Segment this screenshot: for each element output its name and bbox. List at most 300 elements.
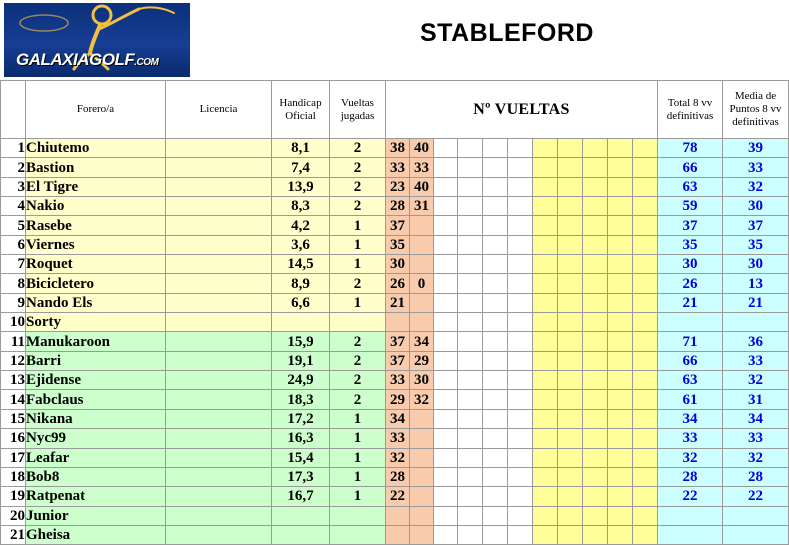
- round-4-score: [458, 177, 483, 196]
- round-2-score: 33: [410, 158, 434, 177]
- round-5-score: [483, 293, 508, 312]
- round-6-score: [508, 293, 533, 312]
- round-9-score: [583, 255, 608, 274]
- round-2-score: [410, 429, 434, 448]
- round-2-score: [410, 216, 434, 235]
- licencia-cell: [166, 235, 272, 254]
- licencia-cell: [166, 506, 272, 525]
- round-1-score: [386, 506, 410, 525]
- round-7-score: [533, 487, 558, 506]
- round-6-score: [508, 235, 533, 254]
- licencia-cell: [166, 487, 272, 506]
- round-9-score: [583, 235, 608, 254]
- round-11-score: [633, 216, 658, 235]
- round-10-score: [608, 274, 633, 293]
- media-cell: 30: [723, 197, 789, 216]
- round-11-score: [633, 525, 658, 544]
- round-6-score: [508, 158, 533, 177]
- round-5-score: [483, 313, 508, 332]
- round-11-score: [633, 158, 658, 177]
- row-number: 10: [1, 313, 26, 332]
- round-3-score: [434, 467, 458, 486]
- player-name: Nando Els: [26, 293, 166, 312]
- handicap-cell: 17,3: [272, 467, 330, 486]
- vueltas-jugadas-cell: 2: [330, 197, 386, 216]
- licencia-cell: [166, 197, 272, 216]
- licencia-cell: [166, 448, 272, 467]
- round-6-score: [508, 487, 533, 506]
- round-5-score: [483, 525, 508, 544]
- player-name: Bastion: [26, 158, 166, 177]
- round-3-score: [434, 235, 458, 254]
- media-cell: 21: [723, 293, 789, 312]
- round-8-score: [558, 313, 583, 332]
- round-10-score: [608, 506, 633, 525]
- table-row: [1, 139, 789, 158]
- round-3-score: [434, 448, 458, 467]
- round-2-score: 40: [410, 177, 434, 196]
- round-9-score: [583, 448, 608, 467]
- header-number: [1, 81, 26, 139]
- round-5-score: [483, 448, 508, 467]
- vueltas-jugadas-cell: 1: [330, 409, 386, 428]
- vueltas-jugadas-cell: 2: [330, 351, 386, 370]
- round-11-score: [633, 467, 658, 486]
- page-title: STABLEFORD: [420, 19, 594, 47]
- licencia-cell: [166, 467, 272, 486]
- round-8-score: [558, 506, 583, 525]
- round-7-score: [533, 158, 558, 177]
- player-name: Roquet: [26, 255, 166, 274]
- vueltas-jugadas-cell: 1: [330, 429, 386, 448]
- round-11-score: [633, 197, 658, 216]
- handicap-cell: 14,5: [272, 255, 330, 274]
- round-9-score: [583, 274, 608, 293]
- round-10-score: [608, 255, 633, 274]
- table-row: [1, 448, 789, 467]
- table-row: [1, 371, 789, 390]
- round-3-score: [434, 313, 458, 332]
- round-2-score: [410, 506, 434, 525]
- round-10-score: [608, 390, 633, 409]
- total-cell: 22: [658, 487, 723, 506]
- round-9-score: [583, 506, 608, 525]
- row-number: 21: [1, 525, 26, 544]
- round-10-score: [608, 371, 633, 390]
- round-7-score: [533, 371, 558, 390]
- round-1-score: 26: [386, 274, 410, 293]
- media-cell: 36: [723, 332, 789, 351]
- round-6-score: [508, 467, 533, 486]
- round-9-score: [583, 216, 608, 235]
- player-name: Chiutemo: [26, 139, 166, 158]
- header-licencia: Licencia: [166, 81, 272, 139]
- round-10-score: [608, 158, 633, 177]
- total-cell: 37: [658, 216, 723, 235]
- round-2-score: 34: [410, 332, 434, 351]
- handicap-cell: 18,3: [272, 390, 330, 409]
- round-1-score: 37: [386, 351, 410, 370]
- round-9-score: [583, 293, 608, 312]
- player-name: Rasebe: [26, 216, 166, 235]
- round-2-score: [410, 467, 434, 486]
- round-2-score: [410, 293, 434, 312]
- media-cell: 30: [723, 255, 789, 274]
- handicap-cell: 15,9: [272, 332, 330, 351]
- round-9-score: [583, 371, 608, 390]
- round-9-score: [583, 313, 608, 332]
- round-2-score: [410, 313, 434, 332]
- round-7-score: [533, 139, 558, 158]
- player-name: El Tigre: [26, 177, 166, 196]
- vueltas-jugadas-cell: [330, 525, 386, 544]
- round-7-score: [533, 177, 558, 196]
- media-cell: 37: [723, 216, 789, 235]
- round-3-score: [434, 390, 458, 409]
- round-10-score: [608, 177, 633, 196]
- total-cell: [658, 525, 723, 544]
- table-row: [1, 390, 789, 409]
- vueltas-jugadas-cell: 2: [330, 274, 386, 293]
- round-1-score: 29: [386, 390, 410, 409]
- round-4-score: [458, 409, 483, 428]
- round-9-score: [583, 467, 608, 486]
- round-7-score: [533, 216, 558, 235]
- round-11-score: [633, 139, 658, 158]
- handicap-cell: 16,3: [272, 429, 330, 448]
- total-cell: 21: [658, 293, 723, 312]
- handicap-cell: [272, 506, 330, 525]
- round-8-score: [558, 235, 583, 254]
- round-4-score: [458, 274, 483, 293]
- round-4-score: [458, 235, 483, 254]
- round-8-score: [558, 216, 583, 235]
- handicap-cell: 19,1: [272, 351, 330, 370]
- round-2-score: [410, 255, 434, 274]
- round-9-score: [583, 158, 608, 177]
- media-cell: 34: [723, 409, 789, 428]
- round-1-score: 38: [386, 139, 410, 158]
- handicap-cell: 8,1: [272, 139, 330, 158]
- round-8-score: [558, 158, 583, 177]
- licencia-cell: [166, 351, 272, 370]
- round-10-score: [608, 351, 633, 370]
- handicap-cell: [272, 313, 330, 332]
- round-1-score: 32: [386, 448, 410, 467]
- round-9-score: [583, 351, 608, 370]
- round-9-score: [583, 139, 608, 158]
- table-row: [1, 409, 789, 428]
- media-cell: 32: [723, 371, 789, 390]
- round-8-score: [558, 525, 583, 544]
- licencia-cell: [166, 429, 272, 448]
- row-number: 11: [1, 332, 26, 351]
- round-8-score: [558, 293, 583, 312]
- round-3-score: [434, 525, 458, 544]
- round-10-score: [608, 197, 633, 216]
- round-8-score: [558, 274, 583, 293]
- round-11-score: [633, 371, 658, 390]
- round-9-score: [583, 487, 608, 506]
- round-7-score: [533, 448, 558, 467]
- row-number: 12: [1, 351, 26, 370]
- stableford-table: [0, 80, 789, 545]
- table-row: [1, 467, 789, 486]
- round-1-score: 33: [386, 429, 410, 448]
- round-8-score: [558, 139, 583, 158]
- round-10-score: [608, 293, 633, 312]
- round-5-score: [483, 158, 508, 177]
- table-row: [1, 216, 789, 235]
- round-11-score: [633, 351, 658, 370]
- round-6-score: [508, 197, 533, 216]
- round-5-score: [483, 139, 508, 158]
- table-row: [1, 313, 789, 332]
- round-8-score: [558, 390, 583, 409]
- vueltas-jugadas-cell: 1: [330, 216, 386, 235]
- round-2-score: 0: [410, 274, 434, 293]
- table-row: [1, 177, 789, 196]
- round-3-score: [434, 177, 458, 196]
- table-row: [1, 274, 789, 293]
- round-5-score: [483, 255, 508, 274]
- table-header-row: [1, 81, 789, 139]
- player-name: Junior: [26, 506, 166, 525]
- round-1-score: 30: [386, 255, 410, 274]
- round-7-score: [533, 351, 558, 370]
- round-9-score: [583, 390, 608, 409]
- player-name: Nyc99: [26, 429, 166, 448]
- round-7-score: [533, 429, 558, 448]
- round-5-score: [483, 371, 508, 390]
- licencia-cell: [166, 293, 272, 312]
- row-number: 2: [1, 158, 26, 177]
- total-cell: 61: [658, 390, 723, 409]
- licencia-cell: [166, 255, 272, 274]
- row-number: 4: [1, 197, 26, 216]
- handicap-cell: 17,2: [272, 409, 330, 428]
- galaxiagolf-logo: [4, 3, 190, 77]
- round-6-score: [508, 506, 533, 525]
- round-7-score: [533, 525, 558, 544]
- round-1-score: [386, 525, 410, 544]
- round-11-score: [633, 313, 658, 332]
- licencia-cell: [166, 313, 272, 332]
- round-4-score: [458, 448, 483, 467]
- round-11-score: [633, 274, 658, 293]
- logo-wordmark: GALAXIAGOLF.COM: [16, 50, 159, 69]
- row-number: 14: [1, 390, 26, 409]
- round-10-score: [608, 216, 633, 235]
- round-6-score: [508, 255, 533, 274]
- table-row: [1, 197, 789, 216]
- round-10-score: [608, 332, 633, 351]
- round-4-score: [458, 487, 483, 506]
- licencia-cell: [166, 371, 272, 390]
- total-cell: 59: [658, 197, 723, 216]
- round-7-score: [533, 506, 558, 525]
- round-1-score: 37: [386, 216, 410, 235]
- media-cell: [723, 313, 789, 332]
- header-handicap: Handicap Oficial: [272, 81, 330, 139]
- round-6-score: [508, 216, 533, 235]
- round-2-score: [410, 487, 434, 506]
- licencia-cell: [166, 139, 272, 158]
- round-2-score: 29: [410, 351, 434, 370]
- media-cell: 39: [723, 139, 789, 158]
- round-6-score: [508, 429, 533, 448]
- player-name: Gheisa: [26, 525, 166, 544]
- vueltas-jugadas-cell: 1: [330, 467, 386, 486]
- licencia-cell: [166, 525, 272, 544]
- row-number: 3: [1, 177, 26, 196]
- handicap-cell: 6,6: [272, 293, 330, 312]
- header-media: Media de Puntos 8 vv definitivas: [723, 81, 789, 139]
- vueltas-jugadas-cell: 2: [330, 158, 386, 177]
- round-3-score: [434, 351, 458, 370]
- round-1-score: 21: [386, 293, 410, 312]
- round-9-score: [583, 525, 608, 544]
- row-number: 13: [1, 371, 26, 390]
- header-total: Total 8 vv definitivas: [658, 81, 723, 139]
- row-number: 15: [1, 409, 26, 428]
- vueltas-jugadas-cell: 2: [330, 390, 386, 409]
- round-8-score: [558, 448, 583, 467]
- round-1-score: 37: [386, 332, 410, 351]
- media-cell: 35: [723, 235, 789, 254]
- licencia-cell: [166, 332, 272, 351]
- player-name: Bob8: [26, 467, 166, 486]
- media-cell: 33: [723, 158, 789, 177]
- round-11-score: [633, 255, 658, 274]
- round-11-score: [633, 235, 658, 254]
- round-1-score: 34: [386, 409, 410, 428]
- round-10-score: [608, 409, 633, 428]
- round-8-score: [558, 255, 583, 274]
- round-5-score: [483, 332, 508, 351]
- table-row: [1, 332, 789, 351]
- round-3-score: [434, 371, 458, 390]
- round-3-score: [434, 216, 458, 235]
- round-5-score: [483, 390, 508, 409]
- handicap-cell: 8,3: [272, 197, 330, 216]
- header-n-vueltas: Nº VUELTAS: [386, 81, 658, 139]
- media-cell: 32: [723, 177, 789, 196]
- round-1-score: [386, 313, 410, 332]
- total-cell: [658, 313, 723, 332]
- round-1-score: 28: [386, 197, 410, 216]
- round-10-score: [608, 429, 633, 448]
- vueltas-jugadas-cell: 1: [330, 448, 386, 467]
- round-5-score: [483, 197, 508, 216]
- round-4-score: [458, 158, 483, 177]
- round-2-score: [410, 409, 434, 428]
- round-5-score: [483, 235, 508, 254]
- round-2-score: 31: [410, 197, 434, 216]
- round-6-score: [508, 525, 533, 544]
- vueltas-jugadas-cell: [330, 506, 386, 525]
- media-cell: [723, 506, 789, 525]
- round-4-score: [458, 313, 483, 332]
- round-8-score: [558, 371, 583, 390]
- handicap-cell: 4,2: [272, 216, 330, 235]
- total-cell: 78: [658, 139, 723, 158]
- round-7-score: [533, 390, 558, 409]
- player-name: Nikana: [26, 409, 166, 428]
- table-row: [1, 525, 789, 544]
- round-2-score: [410, 235, 434, 254]
- round-5-score: [483, 216, 508, 235]
- total-cell: 32: [658, 448, 723, 467]
- round-7-score: [533, 313, 558, 332]
- round-9-score: [583, 332, 608, 351]
- header-forero: Forero/a: [26, 81, 166, 139]
- media-cell: 33: [723, 351, 789, 370]
- round-7-score: [533, 274, 558, 293]
- total-cell: [658, 506, 723, 525]
- table-row: [1, 235, 789, 254]
- player-name: Ratpenat: [26, 487, 166, 506]
- round-7-score: [533, 255, 558, 274]
- total-cell: 63: [658, 371, 723, 390]
- vueltas-jugadas-cell: 2: [330, 371, 386, 390]
- round-9-score: [583, 177, 608, 196]
- round-5-score: [483, 177, 508, 196]
- round-3-score: [434, 274, 458, 293]
- round-2-score: [410, 525, 434, 544]
- round-1-score: 33: [386, 158, 410, 177]
- round-1-score: 23: [386, 177, 410, 196]
- round-8-score: [558, 487, 583, 506]
- round-2-score: 40: [410, 139, 434, 158]
- round-3-score: [434, 506, 458, 525]
- round-1-score: 22: [386, 487, 410, 506]
- round-8-score: [558, 409, 583, 428]
- round-10-score: [608, 487, 633, 506]
- media-cell: 33: [723, 429, 789, 448]
- round-2-score: [410, 448, 434, 467]
- round-10-score: [608, 525, 633, 544]
- table-row: [1, 506, 789, 525]
- player-name: Viernes: [26, 235, 166, 254]
- player-name: Leafar: [26, 448, 166, 467]
- round-5-score: [483, 351, 508, 370]
- row-number: 1: [1, 139, 26, 158]
- round-5-score: [483, 429, 508, 448]
- handicap-cell: [272, 525, 330, 544]
- player-name: Manukaroon: [26, 332, 166, 351]
- round-11-score: [633, 293, 658, 312]
- media-cell: 13: [723, 274, 789, 293]
- round-5-score: [483, 506, 508, 525]
- round-2-score: 32: [410, 390, 434, 409]
- row-number: 17: [1, 448, 26, 467]
- row-number: 5: [1, 216, 26, 235]
- total-cell: 33: [658, 429, 723, 448]
- round-9-score: [583, 409, 608, 428]
- round-1-score: 28: [386, 467, 410, 486]
- media-cell: [723, 525, 789, 544]
- round-4-score: [458, 371, 483, 390]
- round-6-score: [508, 139, 533, 158]
- media-cell: 28: [723, 467, 789, 486]
- round-10-score: [608, 448, 633, 467]
- row-number: 18: [1, 467, 26, 486]
- round-4-score: [458, 216, 483, 235]
- row-number: 19: [1, 487, 26, 506]
- total-cell: 66: [658, 351, 723, 370]
- round-10-score: [608, 467, 633, 486]
